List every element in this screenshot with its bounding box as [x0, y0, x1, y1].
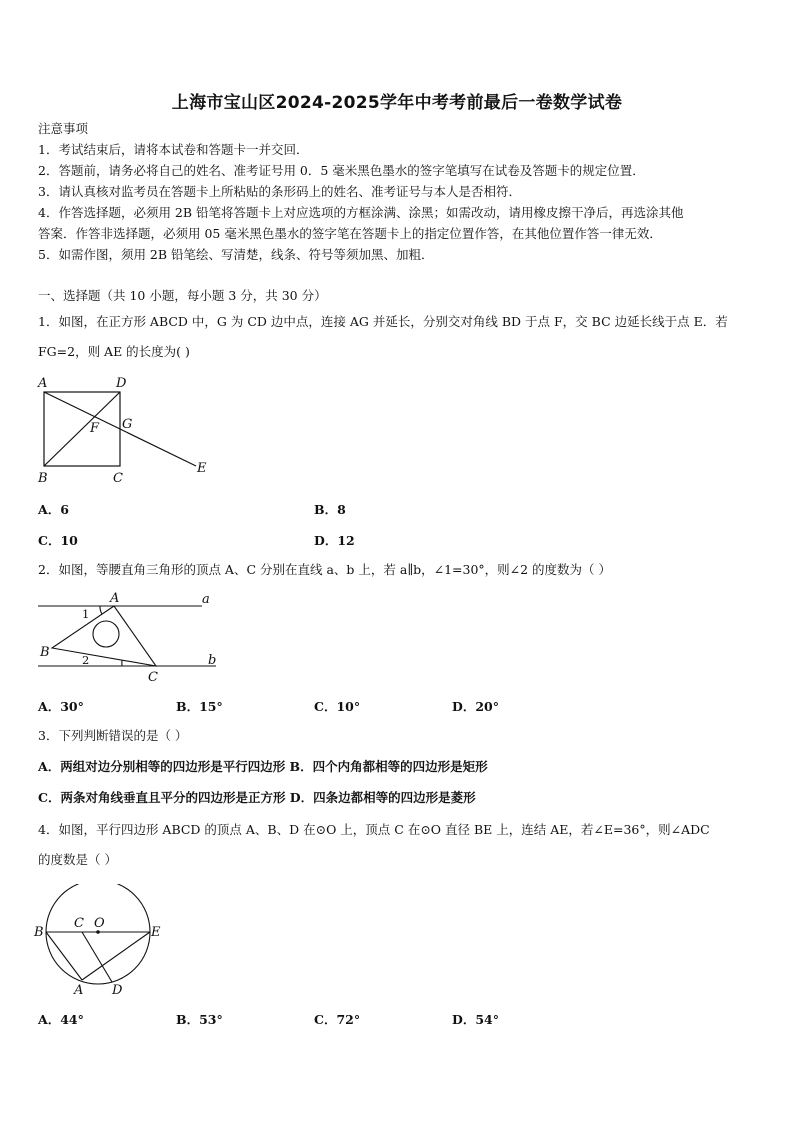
question-4-text-cont: 的度数是（ ）: [38, 852, 117, 867]
question-1-text: 1．如图，在正方形 ABCD 中，G 为 CD 边中点，连接 AG 并延长，分别交对角线 BD 于点 F，交 BC 边延长线于点 E．若: [38, 314, 728, 329]
q4-option-d[interactable]: D．54°: [452, 1012, 499, 1027]
label-B: B: [34, 925, 44, 940]
label-a: a: [202, 592, 210, 607]
section-heading: 一、选择题（共 10 小题，每小题 3 分，共 30 分）: [38, 288, 327, 303]
notice-item: 4．作答选择题，必须用 2B 铅笔将答题卡上对应选项的方框涂满、涂黑；如需改动，请用橡皮擦干净后，再选涂其他: [38, 205, 684, 220]
label-E: E: [197, 461, 207, 476]
label-F: F: [90, 421, 100, 436]
q2-option-d[interactable]: D．20°: [452, 699, 499, 714]
label-angle-2: 2: [82, 653, 90, 667]
q1-option-d[interactable]: D．12: [314, 533, 355, 548]
label-A: A: [110, 591, 120, 606]
label-A: A: [74, 983, 84, 998]
label-b: b: [208, 653, 217, 668]
q3-options-row-1[interactable]: A．两组对边分别相等的四边形是平行四边形 B．四个内角都相等的四边形是矩形: [38, 759, 488, 774]
label-B: B: [40, 645, 50, 660]
question-2-figure: [32, 588, 232, 684]
q1-option-c[interactable]: C．10: [38, 533, 78, 548]
notice-item: 2．答题前，请务必将自己的姓名、准考证号用 0．5 毫米黑色墨水的签字笔填写在试卷及答题卡的规定位置．: [38, 163, 645, 178]
q1-option-b[interactable]: B．8: [314, 502, 346, 517]
q4-option-a[interactable]: A．44°: [38, 1012, 84, 1027]
notice-item: 答案．作答非选择题，必须用 05 毫米黑色墨水的签字笔在答题卡上的指定位置作答，在其他位置作答一律无效．: [38, 226, 662, 241]
q4-option-c[interactable]: C．72°: [314, 1012, 361, 1027]
question-1-text-cont: FG=2，则 AE 的长度为( ): [38, 344, 190, 359]
label-angle-1: 1: [82, 607, 90, 621]
question-1-figure: [32, 372, 222, 490]
label-G: G: [122, 417, 133, 432]
question-2-text: 2．如图，等腰直角三角形的顶点 A、C 分别在直线 a、b 上，若 a∥b，∠1=30°，则∠2 的度数为（ ）: [38, 562, 612, 577]
label-C: C: [148, 670, 158, 684]
label-D: D: [112, 983, 123, 998]
notice-item: 1．考试结束后，请将本试卷和答题卡一并交回．: [38, 142, 309, 157]
q4-option-b[interactable]: B．53°: [176, 1012, 223, 1027]
label-A: A: [38, 376, 48, 391]
q2-option-a[interactable]: A．30°: [38, 699, 84, 714]
notice-item: 3．请认真核对监考员在答题卡上所粘贴的条形码上的姓名、准考证号与本人是否相符．: [38, 184, 521, 199]
notice-heading: 注意事项: [38, 121, 89, 136]
label-E: E: [151, 925, 161, 940]
label-D: D: [116, 376, 127, 391]
q2-option-c[interactable]: C．10°: [314, 699, 361, 714]
label-B: B: [38, 471, 48, 486]
question-4-text: 4．如图，平行四边形 ABCD 的顶点 A、B、D 在⊙O 上，顶点 C 在⊙O 直径 BE 上，连结 AE，若∠E=36°，则∠ADC: [38, 822, 710, 837]
page-title: 上海市宝山区2024-2025学年中考考前最后一卷数学试卷: [171, 93, 623, 113]
notice-item: 5．如需作图，须用 2B 铅笔绘、写清楚，线条、符号等须加黑、加粗．: [38, 247, 434, 262]
label-C: C: [74, 916, 84, 931]
question-4-figure: [32, 884, 172, 1002]
label-C: C: [113, 471, 123, 486]
q3-options-row-2[interactable]: C．两条对角线垂直且平分的四边形是正方形 D．四条边都相等的四边形是菱形: [38, 790, 476, 805]
q1-option-a[interactable]: A．6: [38, 502, 69, 517]
label-O: O: [94, 916, 105, 931]
question-3-text: 3．下列判断错误的是（ ）: [38, 728, 188, 743]
q2-option-b[interactable]: B．15°: [176, 699, 223, 714]
